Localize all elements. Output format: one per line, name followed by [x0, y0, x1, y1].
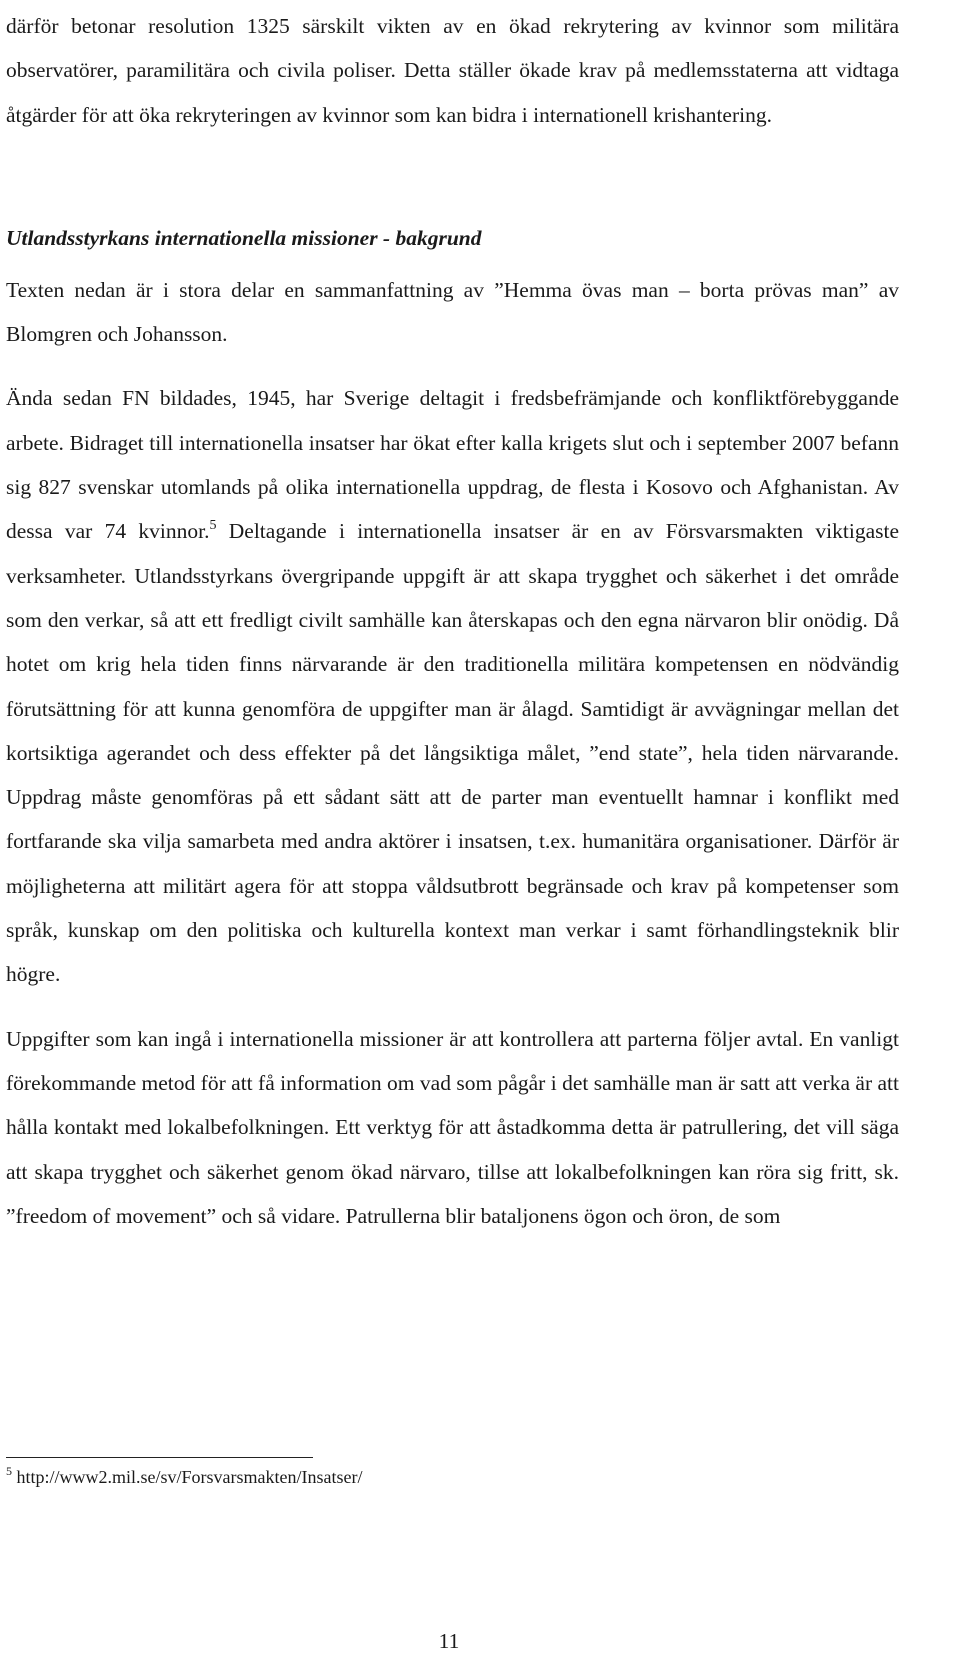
paragraph-text-part2: Deltagande i internationella insatser är en av Försvarsmakten viktigaste verksamheter. Utlandsstyrkans övergripande uppgift är att skapa trygghet och säkerhet i det område som den verkar, så att ett fredligt civilt samhälle kan återskapas och den egna närvaron blir onödig. Då hotet om krig hela tiden finns närvarande är den traditionella militära kompetensen en nödvändig förutsättning för att kunna genomföra de uppgifter man är ålagd. Samtidigt är avvägningar mellan det kortsiktiga agerandet och dess effekter på det långsiktiga målet, ”end state”, hela tiden närvarande. Uppdrag måste genomföras på ett sådant sätt att de parter man eventuellt hamnar i konflikt med fortfarande ska vilja samarbeta med andra aktörer i insatsen, t.ex. humanitära organisationer. Därför är möjligheterna att militärt agera för att stoppa våldsutbrott begränsade och krav på kompetenser som språk, kunskap om den politiska och kulturella kontext man verkar i samt förhandlingsteknik blir högre.: [6, 519, 900, 987]
footnote-reference[interactable]: 5: [209, 518, 217, 534]
page-number: 11: [438, 1629, 460, 1653]
paragraph-summary-note: Texten nedan är i stora delar en sammanfattning av ”Hemma övas man – borta prövas man” av Blomgren och Johansson.: [6, 277, 899, 347]
footnote: [6, 1465, 362, 1489]
footnote-divider: [6, 1457, 313, 1458]
paragraph-text-part1: Ända sedan FN bildades, 1945, har Sverige deltagit i fredsbefrämjande och konfliktförebyggande arbete. Bidraget till internationella insatser har ökat efter kalla krigets slut och i september 2007 befann sig 827 svenskar utomlands på olika internationella uppdrag, de flesta i Kosovo och Afghanistan. Av dessa var 74 kvinnor.: [6, 386, 899, 544]
paragraph-mission-tasks: Uppgifter som kan ingå i internationella missioner är att kontrollera att parterna följer avtal. En vanligt förekommande metod för att få information om vad som pågår i det samhälle man är satt att verka är att hålla kontakt med lokalbefolkningen. Ett verktyg för att åstadkomma detta är patrullering, det vill säga att skapa trygghet och säkerhet genom ökad närvaro, tillse att lokalbefolkningen kan röra sig fritt, sk. ”freedom of movement” och så vidare. Patrullerna blir bataljonens ögon och öron, de som: [6, 1026, 899, 1228]
section-heading: Utlandsstyrkans internationella missioner - bakgrund: [6, 225, 482, 250]
footnote-number: 5: [6, 1464, 12, 1478]
paragraph-un-background: [6, 376, 899, 996]
document-page: [6, 0, 899, 1238]
paragraph-resolution-1325: därför betonar resolution 1325 särskilt vikten av en ökad rekrytering av kvinnor som militära observatörer, paramilitära och civila poliser. Detta ställer ökade krav på medlemsstaterna att vidtaga åtgärder för att öka rekryteringen av kvinnor som kan bidra i internationell krishantering.: [6, 14, 899, 127]
footnote-link[interactable]: http://www2.mil.se/sv/Forsvarsmakten/Insatser/: [12, 1467, 363, 1487]
